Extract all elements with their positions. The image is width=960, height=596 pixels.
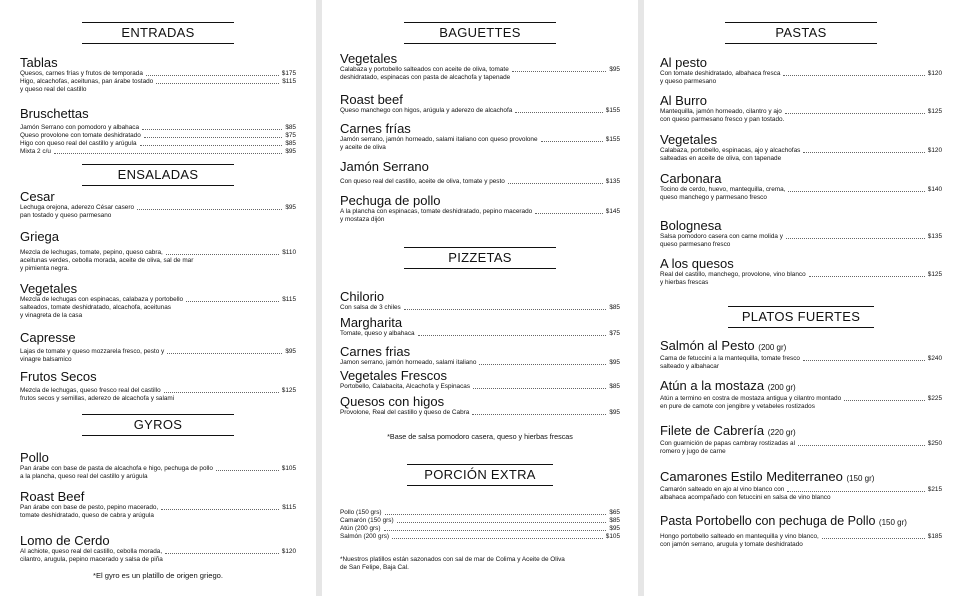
section-title-platos-fuertes: PLATOS FUERTES [728, 306, 874, 328]
section-title-porcion-extra: PORCIÓN EXTRA [407, 464, 553, 486]
list-item: Queso provolone con tomate deshidratado $75 [20, 132, 296, 139]
item-vegetales-baguette: Vegetales Calabaza y portobello salteados con aceite de oliva, tomate $95 deshidratado, espinacas con pasta de alcachofa y tapenade [340, 51, 620, 81]
item-a-los-quesos: A los quesos Real del castillo, manchego, provolone, vino blanco $125 y hierbas frescas [660, 256, 942, 286]
list-item: Pollo (150 grs) $65 [340, 509, 620, 516]
gyros-note: *El gyro es un platillo de origen griego. [92, 571, 224, 580]
item-atun-a-la-mostaza: Atún a la mostaza (200 gr) Atún a termino en costra de mostaza antigua y cilantro montado $225 en pure de camote con jengibre y vetabeles rostizados [660, 378, 942, 410]
list-item: Atún (200 grs) $95 [340, 525, 620, 532]
item-chilorio: Chilorio Con salsa de 3 chiles $85 [340, 289, 620, 311]
item-jamon-serrano: Jamón Serrano Con queso real del castillo, aceite de oliva, tomate y pesto $135 [340, 159, 620, 185]
price: $115 [282, 78, 296, 85]
menu-page-left [0, 0, 316, 596]
item-camarones-mediterraneo: Camarones Estilo Mediterraneo (150 gr) Camarón salteado en ajo al vino blanco con $215 albahaca acompañado con fetuccini en salsa de vino blanco [660, 469, 942, 501]
item-carnes-frias-pizzeta: Carnes frias Jamon serrano, jamón horneado, salami italiano $95 [340, 344, 620, 366]
item-roast-beef-baguette: Roast beef Queso manchego con higos, arúgula y aderezo de alcachofa $155 [340, 92, 620, 114]
item-carnes-frias-baguette: Carnes frías Jamón serrano, jamón horneado, salami italiano con queso provolone $155 y aceite de oliva [340, 121, 620, 151]
item-al-burro: Al Burro Mantequilla, jamón horneado, cilantro y ajo $125 con queso parmesano fresco y pan tostado. [660, 93, 942, 123]
item-griega: Griega Mezcla de lechugas, tomate, pepino, queso cabra, $110 aceitunas verdes, cebolla morada, aceite de oliva, sal de mar y pimienta negra. [20, 229, 296, 272]
item-pechuga-de-pollo: Pechuga de pollo A la plancha con espinacas, tomate deshidratado, pepino macerado $145 y mostaza dijón [340, 193, 620, 223]
section-title-entradas: ENTRADAS [82, 22, 234, 44]
item-tablas: Tablas Quesos, carnes frías y frutos de temporada $175 Higo, alcachofas, aceitunas, pan árabe tostado $115 y queso real del castillo [20, 55, 296, 93]
section-title-pastas: PASTAS [725, 22, 877, 44]
item-carbonara: Carbonara Tocino de cerdo, huevo, mantequilla, crema, $140 queso manchego y parmesano fresco [660, 171, 942, 201]
item-salmon-al-pesto: Salmón al Pesto (200 gr) Cama de fetuccini a la mantequilla, tomate fresco $240 salteado y albahacar [660, 338, 942, 370]
item-vegetales-pasta: Vegetales Calabaza, portobello, espinacas, ajo y alcachofas $120 salteadas en aceite de oliva, con tapenade [660, 132, 942, 162]
item-pasta-portobello: Pasta Portobello con pechuga de Pollo (150 gr) Hongo portobello salteado en mantequilla y vino blanco, $185 con jamón serrano, arugula y tomate deshidratado [660, 514, 942, 548]
section-title-gyros: GYROS [82, 414, 234, 436]
item-bolognesa: Bolognesa Salsa pomodoro casera con carne molida y $135 queso parmesano fresco [660, 218, 942, 248]
item-quesos-con-higos: Quesos con higos Provolone, Real del castillo y queso de Cabra $95 [340, 394, 620, 416]
item-pollo: Pollo Pan árabe con base de pasta de alcachofa e higo, pechuga de pollo $105 a la plancha, queso real del castillo y arúgula [20, 450, 296, 480]
list-item: Mixta 2 c/u $95 [20, 148, 296, 155]
item-name: Bruschettas [20, 106, 89, 121]
item-frutos-secos: Frutos Secos Mezcla de lechugas, queso fresco real del castillo $125 frutos secos y semillas, aderezo de alcachofa y salami [20, 369, 296, 402]
item-capresse: Capresse Lajas de tomate y queso mozzarela fresco, pesto y $95 vinagre balsamico [20, 330, 296, 363]
list-item: Camarón (150 grs) $85 [340, 517, 620, 524]
item-vegetales-frescos: Vegetales Frescos Portobello, Calabacita, Alcachofa y Espinacas $85 [340, 368, 620, 390]
section-title-ensaladas: ENSALADAS [82, 164, 234, 186]
price: $175 [281, 70, 296, 77]
section-title-baguettes: BAGUETTES [404, 22, 556, 44]
porcion-note: *Nuestros platillos están sazonados con sal de mar de Colima y Aceite de Oliva de San Felipe, Baja Cal. [340, 556, 565, 571]
porcion-list [340, 509, 620, 541]
item-roast-beef: Roast Beef Pan árabe con base de pesto, pepino macerado, $115 tomate deshidratado, queso de cabra y arúgula [20, 489, 296, 519]
item-lomo-de-cerdo: Lomo de Cerdo Al achiote, queso real del castillo, cebolla morada, $120 cilantro, arugula, pepino macerado y salsa de piña [20, 533, 296, 563]
item-margharita: Margharita Tomate, queso y albahaca $75 [340, 315, 620, 337]
pizzetas-note: *Base de salsa pomodoro casera, queso y hierbas frescas [387, 432, 573, 441]
list-item: Jamón Serrano con pomodoro y albahaca $85 [20, 124, 296, 131]
menu-page-center [322, 0, 638, 596]
item-filete-de-cabreria: Filete de Cabrería (220 gr) Con guarnición de papas cambray rostizadas al $250 romero y jugo de carne [660, 423, 942, 455]
item-name: Tablas [20, 55, 58, 70]
list-item: Higo con queso real del castillo y arúgula $85 [20, 140, 296, 147]
section-title-pizzetas: PIZZETAS [404, 247, 556, 269]
item-bruschettas [20, 106, 296, 156]
menu-page-right [644, 0, 960, 596]
item-al-pesto: Al pesto Con tomate deshidratado, albahaca fresca $120 y queso parmesano [660, 55, 942, 85]
item-vegetales: Vegetales Mezcla de lechugas con espinacas, calabaza y portobello $115 salteados, tomate deshidratado, alcachofa, aceitunas y vinagreta de la casa [20, 281, 296, 319]
item-cesar: Cesar Lechuga orejona, aderezo César casero $95 pan tostado y queso parmesano [20, 189, 296, 219]
list-item: Salmón (200 grs) $105 [340, 533, 620, 540]
